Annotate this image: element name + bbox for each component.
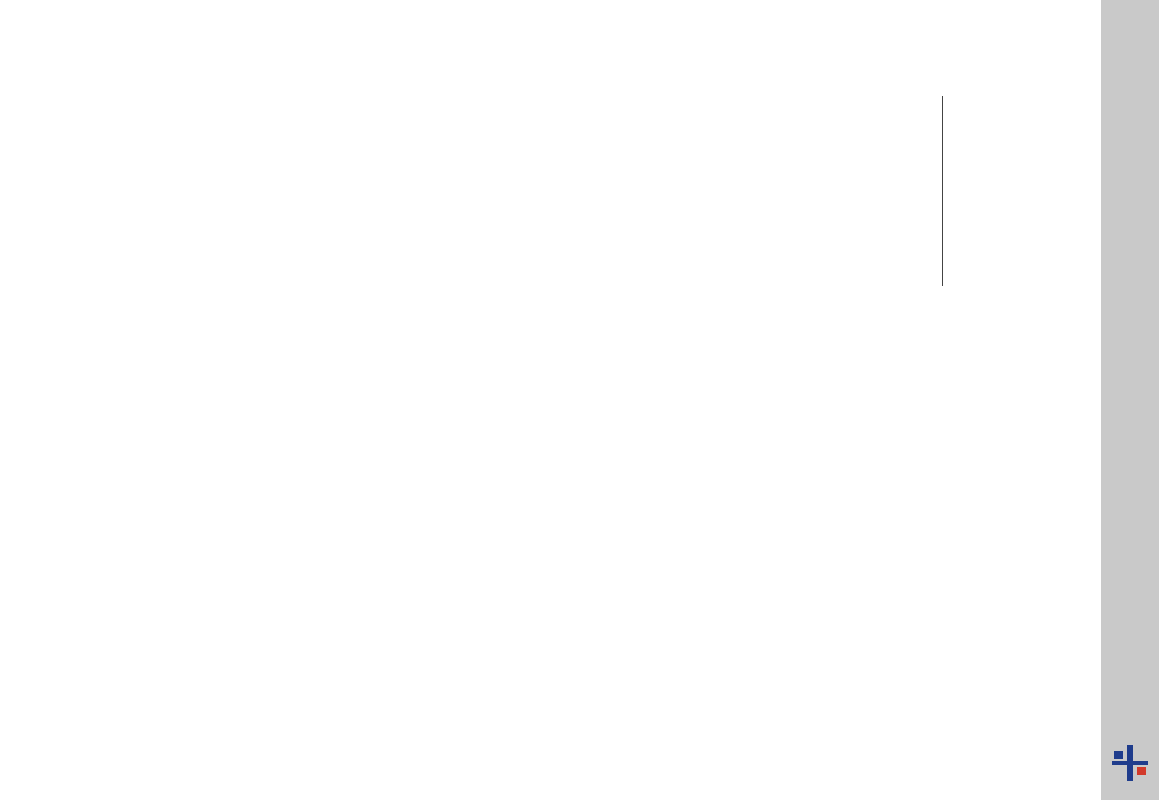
sidebar — [1101, 0, 1159, 800]
ub-freiburg-logo-icon — [1112, 745, 1148, 781]
document-page — [91, 96, 1081, 698]
footnote-rule — [942, 96, 943, 286]
